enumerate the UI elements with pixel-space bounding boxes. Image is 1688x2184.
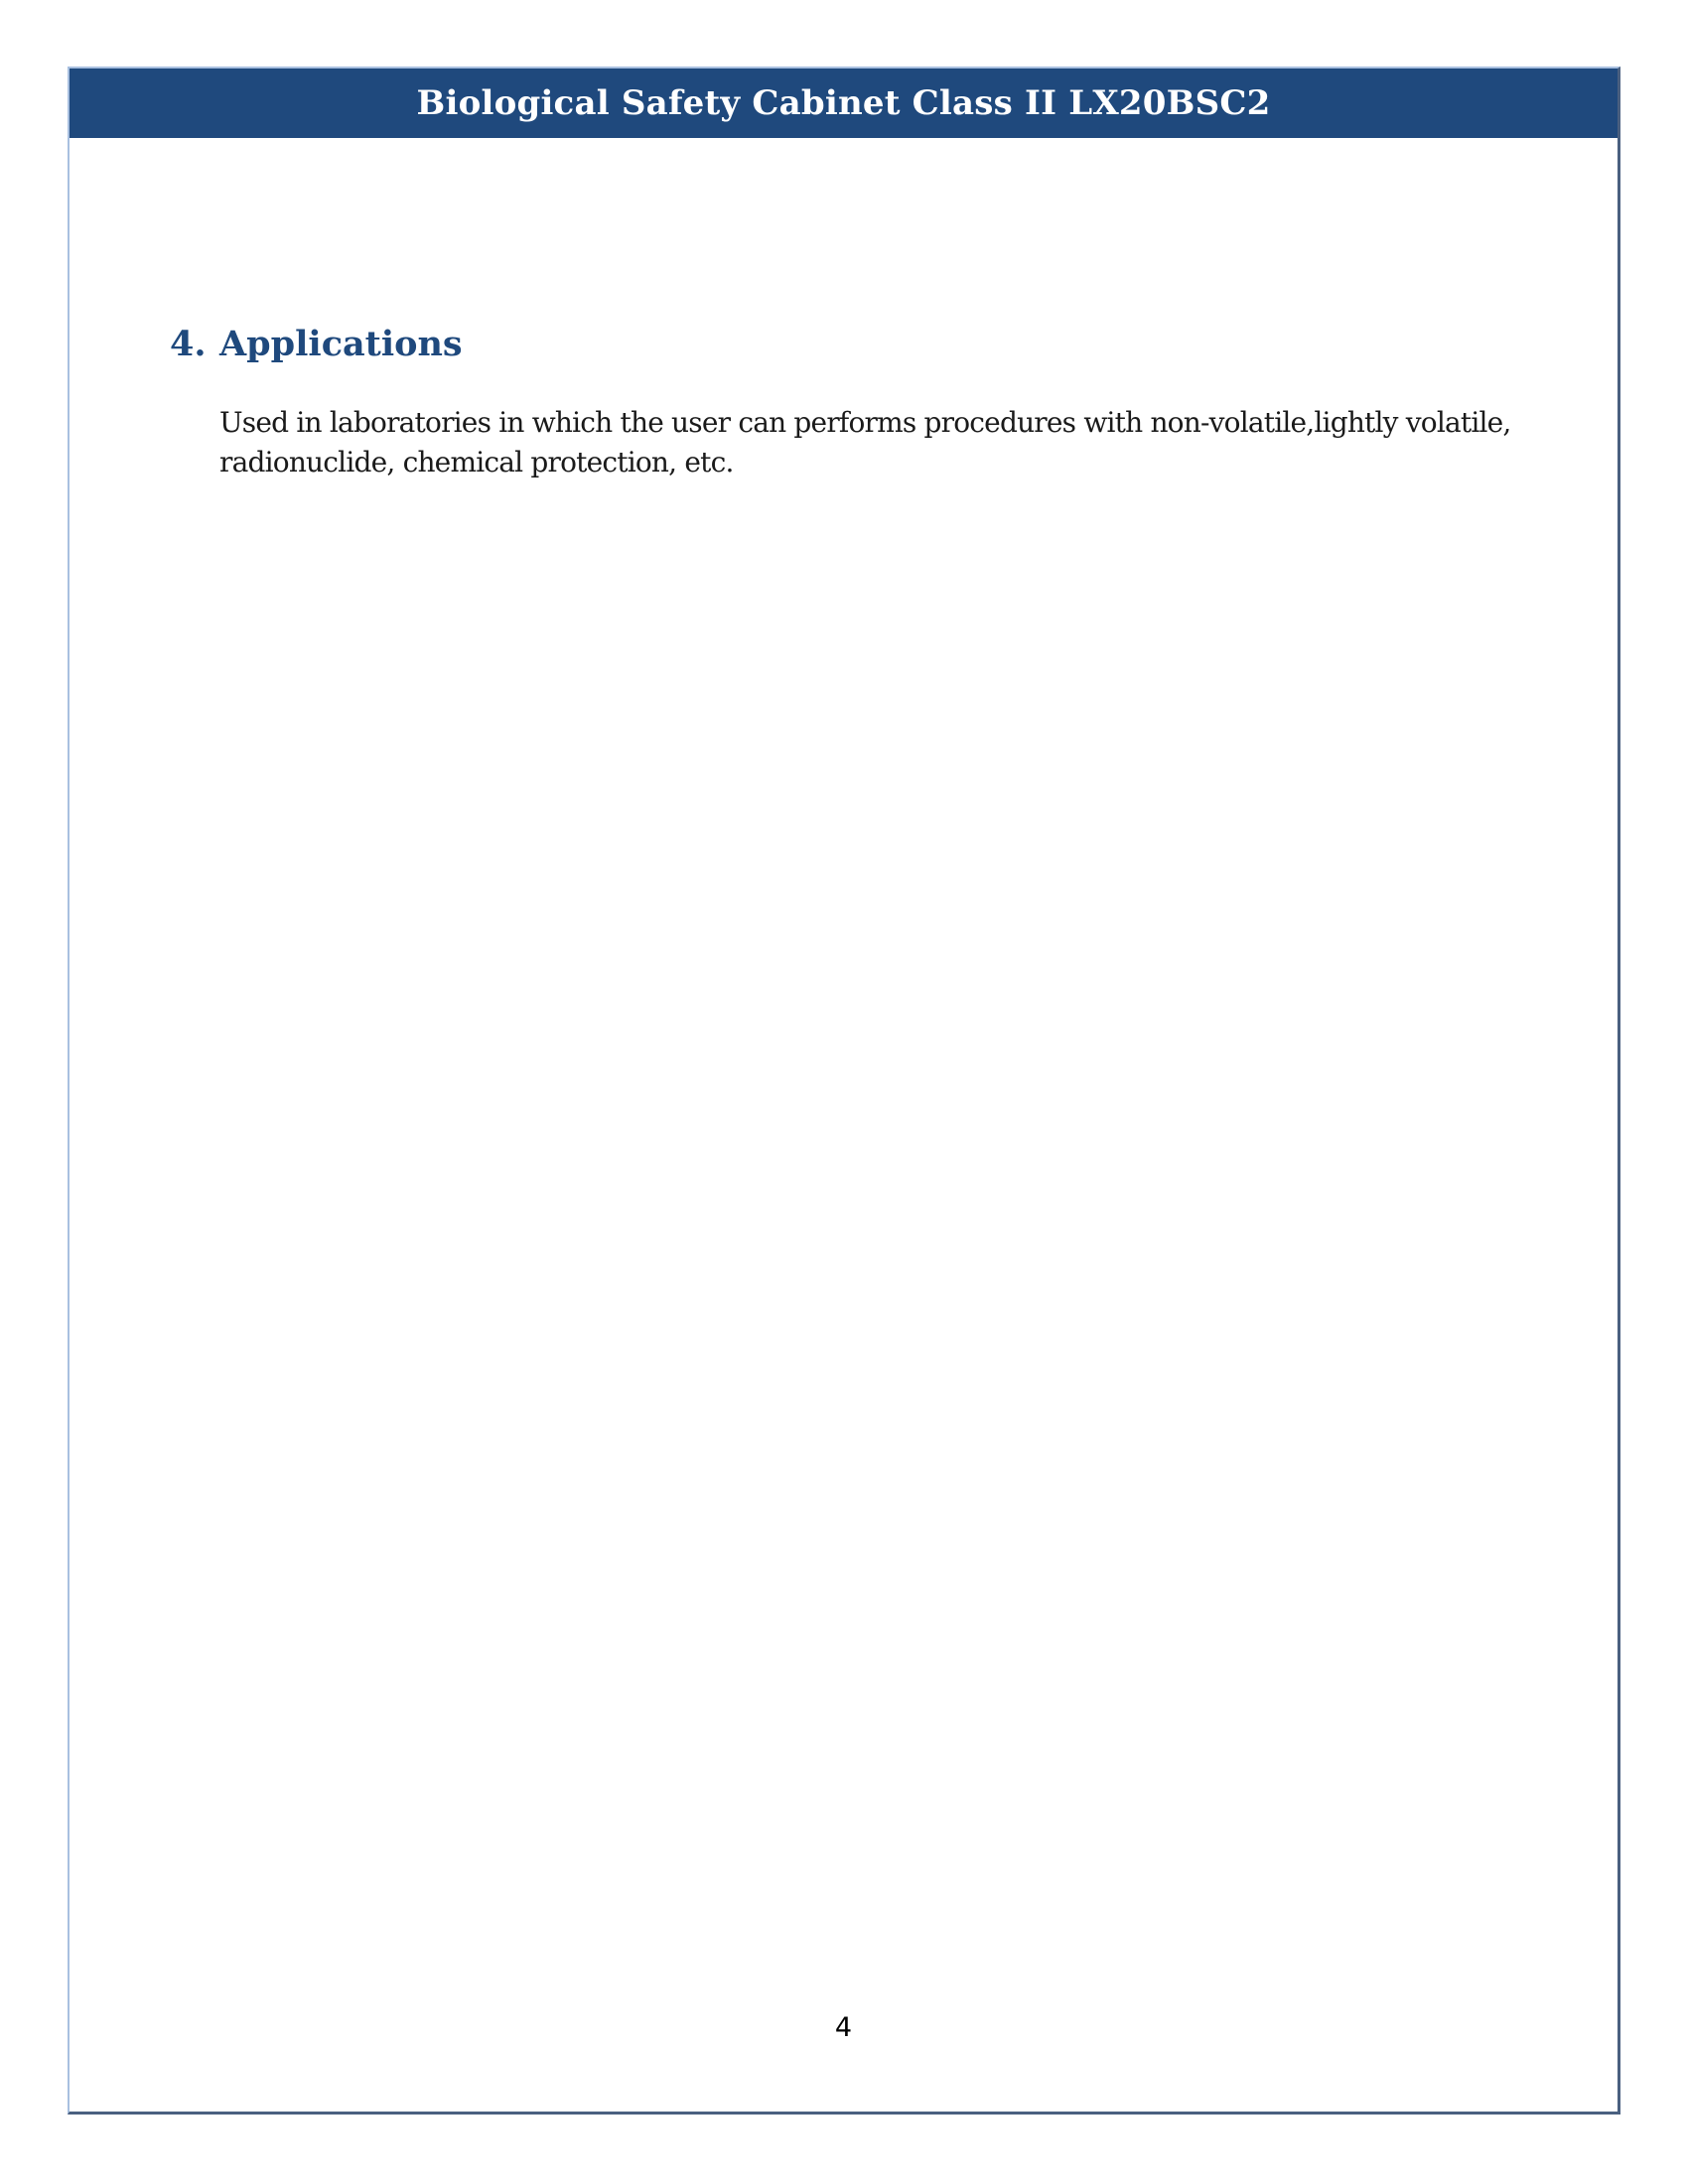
header-bar <box>70 68 1618 138</box>
page-frame <box>68 67 1620 2115</box>
section-title: Applications <box>219 324 463 364</box>
body-line: radionuclide, chemical protection, etc. <box>219 446 734 478</box>
section-heading <box>170 324 463 364</box>
body-line: Used in laboratories in which the user can performs procedures with non-volatile,lightly volatile, <box>219 406 1511 439</box>
section-body <box>219 403 1629 482</box>
section-number: 4. <box>170 324 207 364</box>
page-number: 4 <box>834 2012 853 2043</box>
document-title: Biological Safety Cabinet Class II LX20BSC2 <box>416 83 1271 123</box>
